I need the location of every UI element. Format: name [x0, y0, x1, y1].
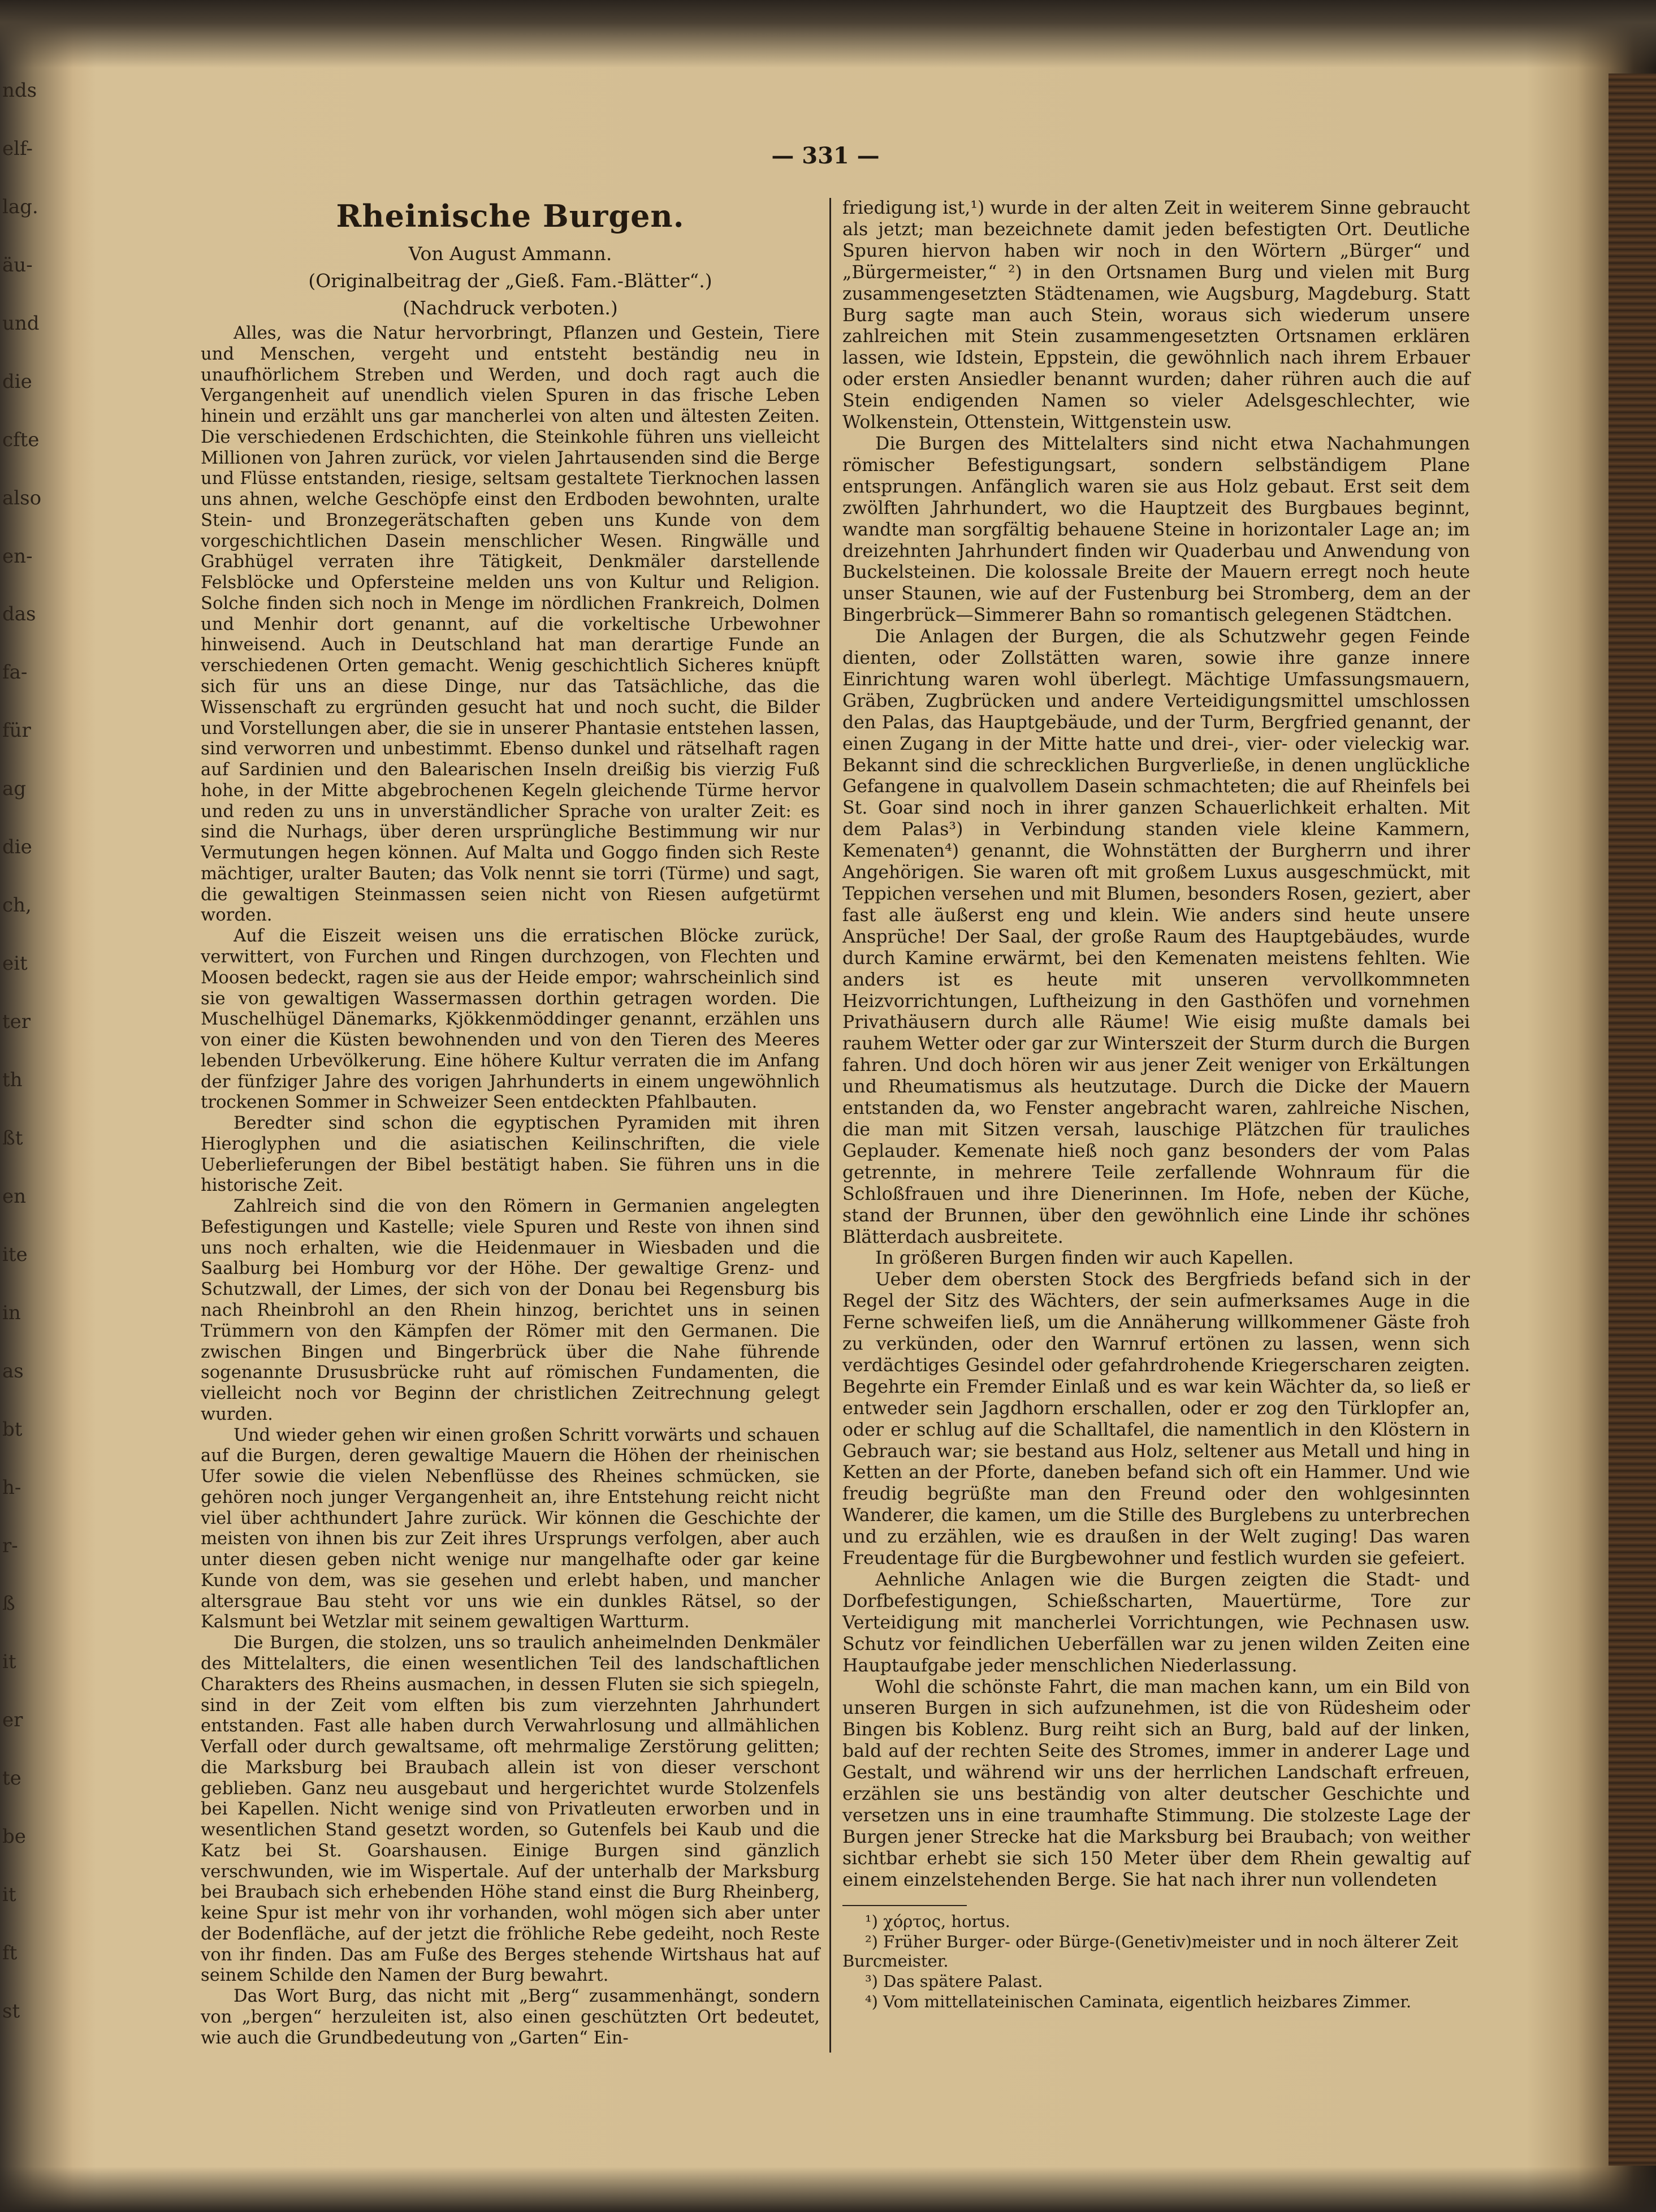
adjacent-page-fragment: en- [2, 545, 33, 568]
paragraph: Das Wort Burg, das nicht mit „Berg“ zusammenhängt, sondern von „bergen“ herzuleiten ist, also einen geschützten Ort bedeutet, wie auch die Grundbedeutung von „Garten“ Ein- [201, 1986, 820, 2048]
paragraph: Alles, was die Natur hervorbringt, Pflanzen und Gestein, Tiere und Menschen, vergeht und entsteht beständig neu in unaufhörlichem Streben und Werden, und doch ragt auch die Vergangenheit auf unendlich vielen Spuren in das frische Leben hinein und erzählt uns gar mancherlei von alten und ältesten Zeiten. Die verschiedenen Erdschichten, die Steinkohle führen uns vielleicht Millionen von Jahren zurück, vor vielen Jahrtausenden sind die Berge und Flüsse entstanden, riesige, seltsam gestaltete Tierknochen lassen uns ahnen, welche Geschöpfe einst den Erdboden bewohnten, uralte Stein- und Bronzegerätschaften geben uns Kunde von dem vorgeschichtlichen Dasein menschlicher Wesen. Ringwälle und Grabhügel verraten ihre Tätigkeit, Denkmäler darstellende Felsblöcke und Opfersteine melden uns von Kultur und Religion. Solche finden sich noch in Menge im nördlichen Frankreich, Dolmen und Menhir dort genannt, auf die vorkeltische Urbewohner hinweisend. Auch in Deutschland hat man derartige Funde an verschiedenen Orten gemacht. Wenig geschichtlich Sicheres knüpft sich für uns an diese Dinge, nur das Tatsächliche, das die Wissenschaft zu ergründen gesucht hat und noch sucht, die Bilder und Vorstellungen aber, die sie in unserer Phantasie entstehen lassen, sind verworren und unbestimmt. Ebenso dunkel und rätselhaft ragen auf Sardinien und den Balearischen Inseln dreißig bis vierzig Fuß hohe, in der Mitte abgebrochenen Kegeln gleichende Türme hervor und reden zu uns in unverständlicher Sprache von uralter Zeit: es sind die Nurhags, über deren ursprüngliche Bestimmung wir nur Vermutungen hegen können. Auf Malta und Goggo finden sich Reste mächtiger, uralter Bauten; das Volk nennt sie torri (Türme) und sagt, die gewaltigen Steinmassen seien nicht von Riesen aufgetürmt worden. [201, 323, 820, 926]
adjacent-page-fragment: h- [2, 1476, 21, 1499]
book-cover-edge [1609, 74, 1656, 2166]
paragraph: Die Anlagen der Burgen, die als Schutzwehr gegen Feinde dienten, oder Zollstätten waren, sowie ihre ganze innere Einrichtung waren wohl überlegt. Mächtige Umfassungsmauern, Gräben, Zugbrücken und andere Verteidigungsmittel umschlossen den Palas, das Hauptgebäude, und der Turm, Bergfried genannt, der einen Zugang in der Mitte hatte und drei-, vier- oder vieleckig war. Bekannt sind die schrecklichen Burgverließe, in denen unglückliche Gefangene in qualvollem Dasein schmachteten; die auf Rheinfels bei St. Goar sind noch in ihrer ganzen Schauerlichkeit erhalten. Mit dem Palas³) in Verbindung standen viele kleine Kammern, Kemenaten⁴) genannt, die Wohnstätten der Burgherrn und ihrer Angehörigen. Sie waren oft mit großem Luxus ausgeschmückt, mit Teppichen versehen und mit Blumen, besonders Rosen, geziert, aber fast alle äußerst eng und klein. Wie anders sind heute unsere Ansprüche! Der Saal, der große Raum des Hauptgebäudes, wurde durch Kamine erwärmt, bei den Kemenaten meistens fehlten. Wie anders ist es heute mit unseren vervollkommneten Heizvorrichtungen, Luftheizung in den Gasthöfen und vornehmen Privathäusern durch alle Räume! Wie eisig mußte damals bei rauhem Wetter oder gar zur Winterszeit der Sturm durch die Burgen fahren. Und doch hören wir aus jener Zeit weniger von Erkältungen und Rheumatismus als heutzutage. Durch die Dicke der Mauern entstanden da, wo Fenster angebracht waren, zahlreiche Nischen, die man mit Sitzen versah, lauschige Plätzchen für trauliches Geplauder. Kemenate hieß noch ganz besonders der vom Palas getrennte, in mehrere Teile zerfallende Wohnraum für die Schloßfrauen und ihre Dienerinnen. Im Hofe, neben der Küche, stand der Brunnen, über den gewöhnlich eine Linde ihr schönes Blätterdach ausbreitete. [842, 627, 1470, 1247]
adjacent-page-fragment: also [2, 487, 42, 509]
adjacent-page-fragment: elf- [2, 137, 33, 160]
adjacent-page-fragment: th [2, 1069, 23, 1091]
reprint-notice: (Nachdruck verboten.) [403, 297, 618, 319]
paragraph: Die Burgen des Mittelalters sind nicht etwa Nachahmungen römischer Befestigungsart, sondern selbständigem Plane entsprungen. Anfänglich waren sie aus Holz gebaut. Erst seit dem zwölften Jahrhundert, wo die Hauptzeit des Burgbaues beginnt, wandte man sorgfältig behauene Steine in horizontaler Lage an; im dreizehnten Jahrhundert finden wir Quaderbau und Anwendung von Buckelsteinen. Die kolossale Breite der Mauern erregt noch heute unser Staunen, wie auf der Fustenburg bei Stromberg, dem an der Bingerbrück—Simmerer Bahn so romantisch gelegenen Städtchen. [842, 433, 1470, 626]
paragraph: In größeren Burgen finden wir auch Kapellen. [875, 1248, 1294, 1269]
adjacent-page-fragment: er [2, 1709, 23, 1731]
page-number: — 331 — [771, 142, 880, 169]
paragraph: Und wieder gehen wir einen großen Schritt vorwärts und schauen auf die Burgen, deren gewaltige Mauern die Höhen der rheinischen Ufer sowie die vielen Nebenflüsse des Rheines schmücken, sie gehören noch junger Vergangenheit an, ihre Entstehung reicht nicht viel über achthundert Jahre zurück. Wir können die Geschichte der meisten von ihnen bis zur Zeit ihres Ursprungs verfolgen, aber auch unter diesen geben nicht wenige nur mangelhafte oder gar keine Kunde von dem, was sie gesehen und erlebt haben, und mancher altersgraue Bau steht vor uns wie ein dunkles Rätsel, so der Kalsmunt bei Wetzlar mit seinem gewaltigen Wartturm. [201, 1425, 820, 1632]
adjacent-page-fragment: st [2, 2000, 20, 2023]
adjacent-page-fragment: it [2, 1651, 16, 1673]
paragraph: Zahlreich sind die von den Römern in Germanien angelegten Befestigungen und Kastelle; viele Spuren und Reste von ihnen sind uns noch erhalten, wie die Heidenmauer in Wiesbaden und die Saalburg bei Homburg vor der Höhe. Der gewaltige Grenz- und Schutzwall, der Limes, der sich von der Donau bei Regensburg bis nach Rheinbrohl an den Rhein hinzog, berichtet uns in seinen Trümmern von den Kämpfen der Römer mit den Germanen. Die zwischen Bingen und Bingerbrück über die Nahe führende sogenannte Drususbrücke ruht auf römischen Fundamenten, die vielleicht noch vor Beginn der christlichen Zeitrechnung gelegt wurden. [201, 1196, 820, 1424]
adjacent-page-fragment: ft [2, 1942, 18, 1964]
adjacent-page-fragment: ite [2, 1243, 28, 1266]
adjacent-page-fragment: fa- [2, 661, 28, 684]
adjacent-page-fragment: te [2, 1767, 21, 1790]
adjacent-page-fragment: bt [2, 1418, 23, 1441]
article-source: (Originalbeitrag der „Gieß. Fam.-Blätter“.) [308, 270, 712, 292]
top-shadow [0, 0, 1656, 68]
adjacent-page-fragment: en [2, 1185, 27, 1208]
adjacent-page-fragment: ß [2, 1592, 15, 1615]
adjacent-page-fragment: ag [2, 777, 27, 800]
adjacent-page-fragment: das [2, 603, 36, 625]
footnote-rule [842, 1905, 967, 1906]
left-column [201, 198, 820, 2049]
footnote: ¹) χόρτος, hortus. [865, 1911, 1010, 1931]
adjacent-page-fragment: it [2, 1883, 16, 1906]
paragraph: friedigung ist,¹) wurde in der alten Zeit in weiterem Sinne gebraucht als jetzt; man bezeichnete damit jeden befestigten Ort. Deutliche Spuren hiervon haben wir noch in den Wörtern „Bürger“ und „Bürgermeister,“ ²) in den Ortsnamen Burg und vielen mit Burg zusammengesetzten Städtenamen, wie Augsburg, Magdeburg. Statt Burg sagte man auch Stein, woraus sich wiederum unsere zahlreichen mit Stein zusammengesetzten Ortsnamen erklären lassen, wie Idstein, Eppstein, die gewöhnlich nach ihrem Erbauer oder ersten Ansiedler benannt wurden; daher rühren auch die auf Stein endigenden Namen so vieler Adelsgeschlechter, wie Wolkenstein, Ottenstein, Wittgenstein usw. [842, 198, 1470, 433]
paragraph: Aehnliche Anlagen wie die Burgen zeigten die Stadt- und Dorfbefestigungen, Schießscharten, Mauertürme, Tore zur Verteidigung mit mancherlei Vorrichtungen, wie Pechnasen usw. Schutz vor feindlichen Ueberfällen war zu jenen wilden Zeiten eine Hauptaufgabe jeder menschlichen Niederlassung. [842, 1570, 1470, 1676]
adjacent-page-fragment: in [2, 1302, 21, 1324]
article-byline: Von August Ammann. [408, 243, 612, 265]
adjacent-page-fragment: ter [2, 1010, 31, 1033]
adjacent-page-fragment: as [2, 1360, 24, 1382]
adjacent-page-edge [0, 68, 85, 2160]
adjacent-page-fragment: eit [2, 952, 28, 975]
footnote: ⁴) Vom mittellateinischen Caminata, eigentlich heizbares Zimmer. [865, 1991, 1412, 2011]
paragraph: Ueber dem obersten Stock des Bergfrieds befand sich in der Regel der Sitz des Wächters, der sein aufmerksames Auge in die Ferne schweifen ließ, um die Annäherung willkommener Gäste froh zu verkünden, oder den Warnruf ertönen zu lassen, wenn sich verdächtiges Gesindel oder gefahrdrohende Kriegerscharen zeigten. Begehrte ein Fremder Einlaß und es war kein Wächter da, so ließ er entweder sein Jagdhorn erschallen, oder er zog den Türklopfer an, oder er schlug auf die Schalltafel, die namentlich in den Klöstern in Gebrauch war; sie bestand aus Holz, seltener aus Metall und hing in Ketten an der Pforte, daneben befand sich oft ein Hammer. Und wie freudig begrüßte man den Freund oder den wohlgesinnten Wanderer, die kamen, um die Stille des Burglebens zu unterbrechen und zu erzählen, wie es draußen in der Welt zuging! Das waren Freudentage für die Burgbewohner und festlich wurden sie gefeiert. [842, 1269, 1470, 1569]
footnote: ²) Früher Burger- oder Bürge-(Genetiv)meister und in noch älterer Zeit Burcmeister. [842, 1932, 1458, 1971]
adjacent-page-fragment: für [2, 719, 31, 742]
paragraph: Wohl die schönste Fahrt, die man machen kann, um ein Bild von unseren Burgen in sich aufzunehmen, ist die von Rüdesheim oder Bingen bis Koblenz. Burg reiht sich an Burg, bald auf der linken, bald auf der rechten Seite des Stromes, immer in anderer Lage und Gestalt, und während wir uns der herrlichen Landschaft erfreuen, erzählen sie uns beständig von alter deutscher Geschichte und versetzen uns in eine traumhafte Stimmung. Die stolzeste Lage der Burgen jener Strecke hat die Marksburg bei Braubach; von weither sichtbar erhebt sie sich 150 Meter über dem Rhein gewaltig auf einem einzelstehenden Berge. Sie hat nach ihrer nun vollendeten [842, 1677, 1470, 1890]
adjacent-page-fragment: lag. [2, 196, 38, 218]
adjacent-page-fragment: die [2, 836, 32, 858]
paragraph: Die Burgen, die stolzen, uns so traulich anheimelnden Denkmäler des Mittelalters, die einen wesentlichen Teil des landschaftlichen Charakters des Rheins ausmachen, in dessen Fluten sie sich spiegeln, sind in der Zeit vom elften bis zum vierzehnten Jahrhundert entstanden. Fast alle haben durch Verwahrlosung und allmählichen Verfall oder durch gewaltsame, oft mehrmalige Zerstörung gelitten; die Marksburg bei Braubach allein ist von dieser verschont geblieben. Ganz neu ausgebaut und hergerichtet wurde Stolzenfels bei Kapellen. Nicht wenige sind von Privatleuten erworben und in wesentlichen Stand gesetzt worden, so Gutenfels bei Kaub und die Katz bei St. Goarshausen. Einige Burgen sind gänzlich verschwunden, wie im Wispertale. Auf der unterhalb der Marksburg bei Braubach sich erhebenden Höhe stand einst die Burg Rheinberg, keine Spur ist mehr von ihr vorhanden, wohl mögen sich aber unter der Bodenfläche, auf der jetzt die fröhliche Rebe gedeiht, noch Reste von ihr finden. Das am Fuße des Berges stehende Wirtshaus hat auf seinem Schilde den Namen der Burg bewahrt. [201, 1633, 820, 1986]
adjacent-page-fragment: und [2, 312, 40, 335]
adjacent-page-fragment: r- [2, 1535, 18, 1557]
footnote: ³) Das spätere Palast. [865, 1971, 1043, 1991]
article-title: Rheinische Burgen. [336, 198, 685, 234]
right-column [842, 198, 1470, 2012]
adjacent-page-fragment: ßt [2, 1127, 23, 1150]
paragraph: Auf die Eiszeit weisen uns die erratischen Blöcke zurück, verwittert, von Furchen und Ringen durchzogen, von Flechten und Moosen bedeckt, ragen sie aus der Heide empor; wahrscheinlich sind sie von gewaltigen Wassermassen dorthin getragen worden. Die Muschelhügel Dänemarks, Kjökkenmöddinger genannt, erzählen uns von einer die Küsten bewohnenden und von den Tieren des Meeres lebenden Urbevölkerung. Eine höhere Kultur verraten die im Anfang der fünfziger Jahre des vorigen Jahrhunderts in einem ungewöhnlich trockenen Sommer in Schweizer Seen entdeckten Pfahlbauten. [201, 926, 820, 1113]
adjacent-page-fragment: die [2, 370, 32, 393]
adjacent-page-fragment: ch, [2, 894, 32, 917]
adjacent-page-fragment: cfte [2, 429, 40, 451]
adjacent-page-fragment: be [2, 1825, 26, 1848]
bottom-shadow [0, 2167, 1656, 2212]
column-rule [829, 198, 831, 2053]
adjacent-page-fragment: nds [2, 79, 37, 102]
paragraph: Beredter sind schon die egyptischen Pyramiden mit ihren Hieroglyphen und die asiatischen Keilinschriften, die viele Ueberlieferungen der Bibel bestätigt haben. Sie führen uns in die historische Zeit. [201, 1113, 820, 1196]
adjacent-page-fragment: äu- [2, 254, 33, 276]
